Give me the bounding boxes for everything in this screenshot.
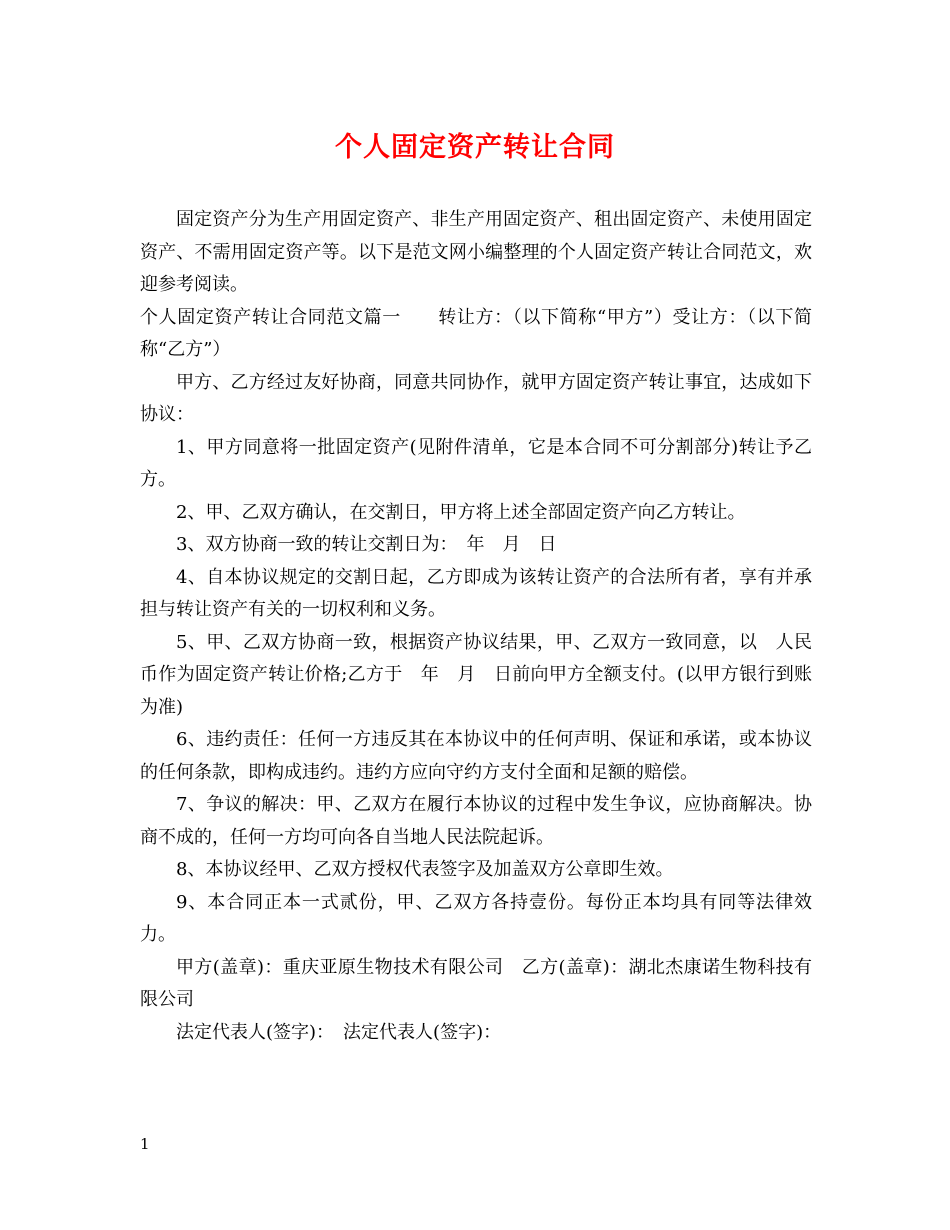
paragraph-parties: 个人固定资产转让合同范文篇一 转让方：（以下简称“甲方”）受让方：（以下简称“乙方”） bbox=[140, 306, 812, 360]
clause-1: 1、甲方同意将一批固定资产(见附件清单，它是本合同不可分割部分)转让予乙方。 bbox=[140, 436, 812, 490]
paragraph-intro: 固定资产分为生产用固定资产、非生产用固定资产、租出固定资产、未使用固定资产、不需用固定资产等。以下是范文网小编整理的个人固定资产转让合同范文，欢迎参考阅读。 bbox=[140, 209, 812, 295]
clause-5: 5、甲、乙双方协商一致，根据资产协议结果，甲、乙双方一致同意，以 人民币作为固定资产转让价格;乙方于 年 月 日前向甲方全额支付。(以甲方银行到账为准) bbox=[140, 631, 812, 718]
document-title: 个人固定资产转让合同 bbox=[335, 132, 615, 163]
paragraph-seals: 甲方(盖章)：重庆亚原生物技术有限公司 乙方(盖章)：湖北杰康诺生物科技有限公司 bbox=[140, 956, 812, 1010]
clause-9: 9、本合同正本一式贰份，甲、乙双方各持壹份。每份正本均具有同等法律效力。 bbox=[140, 891, 812, 945]
clause-8: 8、本协议经甲、乙双方授权代表签字及加盖双方公章即生效。 bbox=[176, 859, 674, 880]
paragraph-agreement: 甲方、乙方经过友好协商，同意共同协作，就甲方固定资产转让事宜，达成如下协议： bbox=[140, 371, 812, 425]
clause-3: 3、双方协商一致的转让交割日为： 年 月 日 bbox=[176, 534, 557, 555]
document-body bbox=[140, 204, 812, 1049]
page-number: 1 bbox=[140, 1135, 150, 1153]
paragraph-signatures: 法定代表人(签字)： 法定代表人(签字)： bbox=[176, 1021, 502, 1043]
clause-2: 2、甲、乙双方确认，在交割日，甲方将上述全部固定资产向乙方转让。 bbox=[176, 501, 746, 523]
clause-4: 4、自本协议规定的交割日起，乙方即成为该转让资产的合法所有者，享有并承担与转让资产有关的一切权利和义务。 bbox=[140, 566, 812, 620]
clause-7: 7、争议的解决：甲、乙双方在履行本协议的过程中发生争议，应协商解决。协商不成的，任何一方均可向各自当地人民法院起诉。 bbox=[140, 794, 812, 848]
clause-6: 6、违约责任：任何一方违反其在本协议中的任何声明、保证和承诺，或本协议的任何条款，即构成违约。违约方应向守约方支付全面和足额的赔偿。 bbox=[140, 729, 812, 783]
